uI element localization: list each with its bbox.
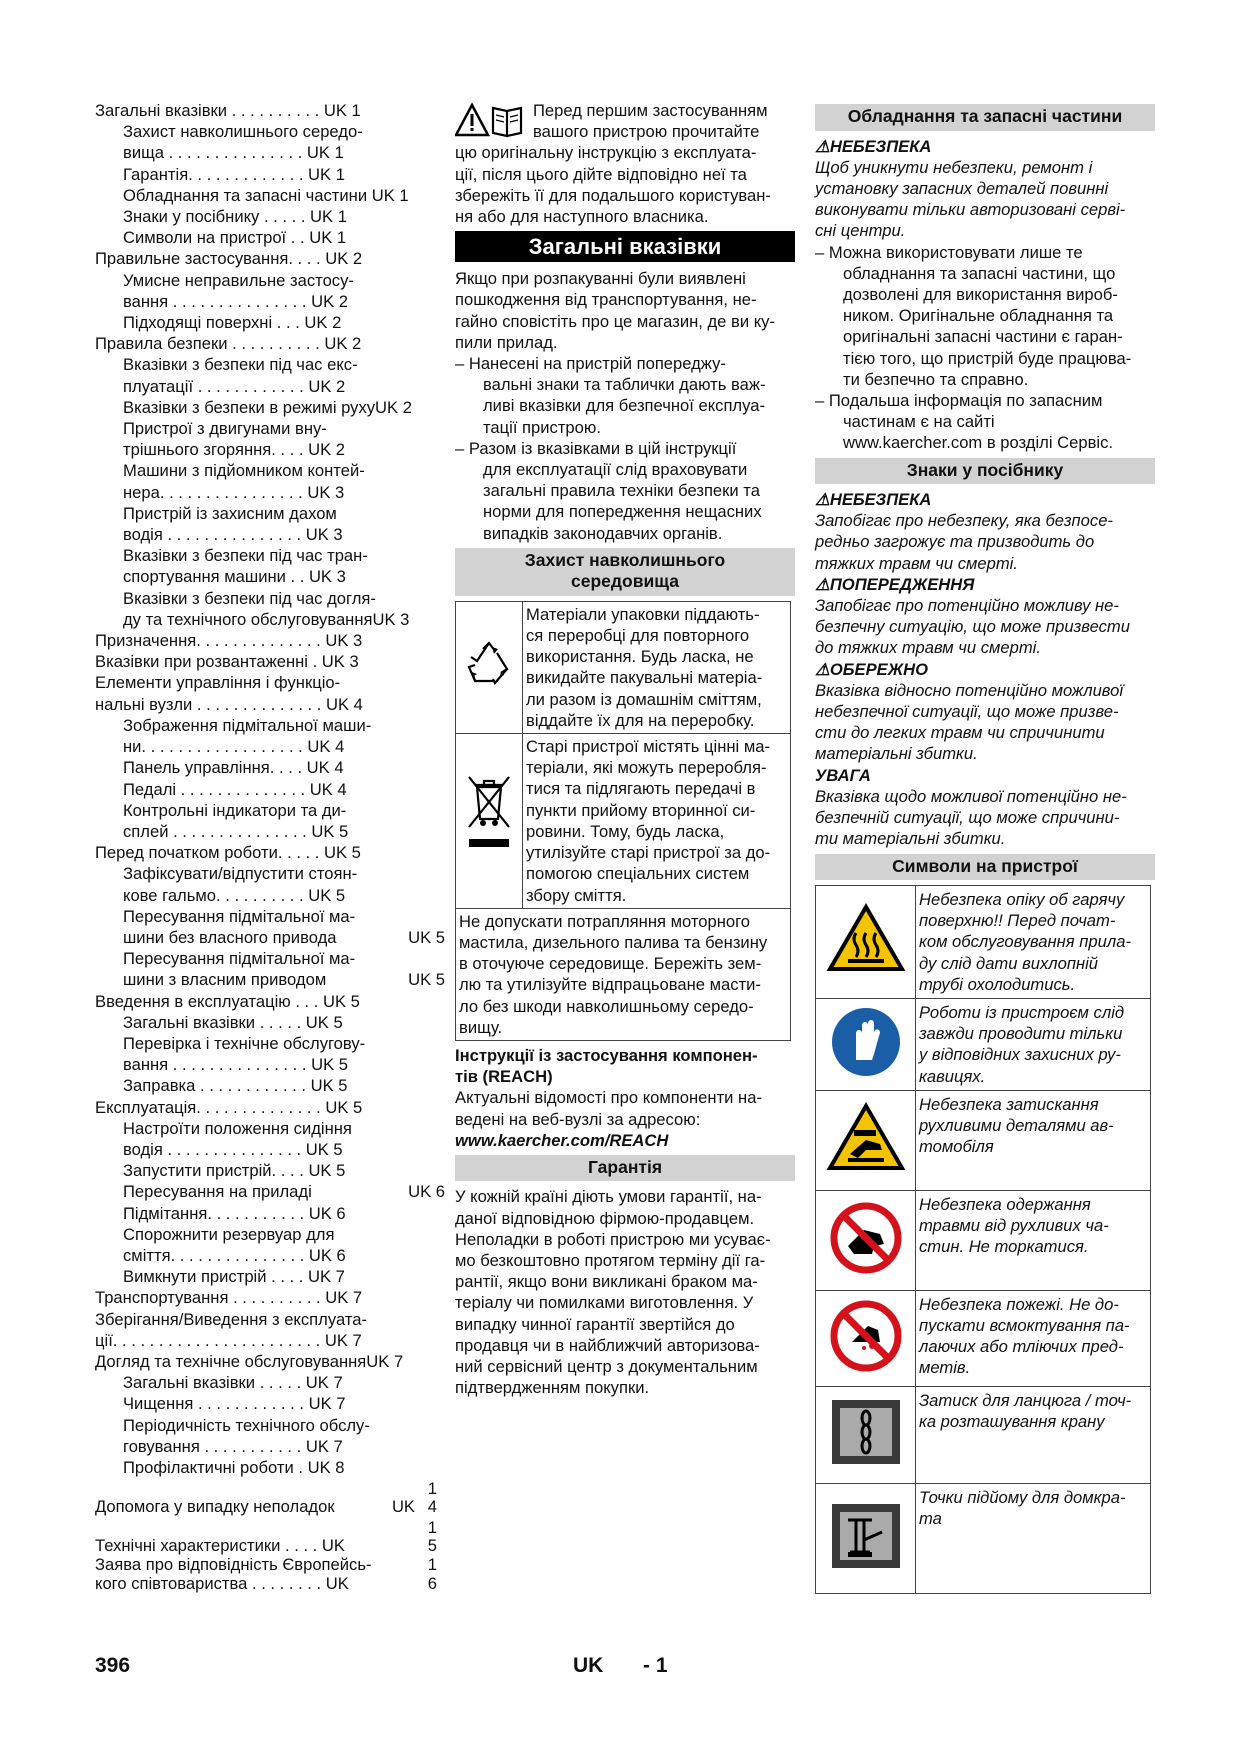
toc-entry[interactable] bbox=[95, 630, 435, 651]
toc-entry[interactable] bbox=[123, 1415, 435, 1457]
text-line: для експлуатації слід враховувати bbox=[483, 460, 748, 480]
section-heading-symbols: Символи на пристрої bbox=[815, 854, 1155, 881]
toc-entry[interactable] bbox=[123, 460, 435, 502]
text-line: пускати всмоктування па- bbox=[919, 1316, 1130, 1336]
text-line: збору сміття. bbox=[526, 885, 627, 905]
text-line: виконувати тільки авторизовані серві- bbox=[815, 200, 1126, 220]
text-line: 1 bbox=[427, 1518, 437, 1538]
toc-tail bbox=[95, 1478, 435, 1598]
reach-paragraph bbox=[455, 1087, 795, 1129]
toc-entry[interactable] bbox=[123, 354, 435, 396]
text-line: Роботи із пристроєм слід bbox=[919, 1003, 1125, 1023]
bullet-item bbox=[815, 242, 1155, 390]
no-touch-icon bbox=[828, 1200, 904, 1276]
toc-entry[interactable] bbox=[123, 757, 435, 778]
text-line: Заява про відповідність Європейсь- bbox=[95, 1555, 372, 1575]
text-line: тися та підлягають передачі в bbox=[526, 779, 756, 799]
text-line: норми для попередження нещасних bbox=[483, 502, 762, 522]
text-line: Загальні вказівки . . . . . . . . . . UK 1 bbox=[95, 101, 361, 120]
text-line: ливі вказівки для безпечної експлуа- bbox=[483, 396, 765, 416]
symbol-row bbox=[816, 1090, 1151, 1190]
reach-heading bbox=[455, 1045, 795, 1087]
text-line: кого співтовариства . . . . . . . . UK bbox=[95, 1574, 349, 1594]
text-line: мо безкоштовно протягом терміну дії га- bbox=[455, 1251, 766, 1271]
text-line: Небезпека одержання bbox=[919, 1194, 1091, 1214]
text-line: тією того, що пристрій буде працюва- bbox=[843, 348, 1132, 368]
toc-entry[interactable] bbox=[123, 1393, 435, 1414]
text-line: Затиск для ланцюга / точ- bbox=[919, 1390, 1132, 1410]
toc-entry[interactable] bbox=[123, 906, 445, 948]
text-line: Якщо при розпакуванні були виявлені bbox=[455, 269, 746, 289]
column-general bbox=[455, 100, 795, 1398]
toc-entry[interactable] bbox=[123, 863, 435, 905]
text-line: Загальні вказівки . . . . . UK 5 bbox=[123, 1012, 343, 1032]
text-line: утилізуйте старі пристрої за до- bbox=[526, 843, 771, 863]
toc-entry[interactable] bbox=[123, 715, 435, 757]
text-line: даної відповідною фірмою-продавцем. bbox=[455, 1208, 755, 1228]
symbol-row bbox=[816, 1386, 1151, 1483]
hot-surface-icon bbox=[826, 903, 906, 975]
text-line: збережіть її для подальшого користуван- bbox=[455, 185, 771, 205]
text-line: пункти прийому вторинної си- bbox=[526, 800, 756, 820]
text-line: установку запасних деталей повинні bbox=[815, 178, 1109, 198]
text-line: Старі пристрої містять цінні ма- bbox=[526, 737, 771, 757]
text-line: ком обслуговування прила- bbox=[919, 932, 1131, 952]
environment-row bbox=[456, 601, 791, 733]
text-line: стин. Не торкатися. bbox=[919, 1237, 1089, 1257]
text-line: Зафіксувати/відпустити стоян- bbox=[123, 864, 358, 884]
text-line: спортування машини . . UK 3 bbox=[123, 567, 346, 587]
text-line: рантії, якщо вони викликані браком ма- bbox=[455, 1272, 758, 1292]
gloves-icon bbox=[828, 1004, 904, 1080]
text-line: Догляд та технічне обслуговуванняUK 7 bbox=[95, 1351, 404, 1371]
text-line: Зображення підмітальної маши- bbox=[123, 715, 372, 735]
text-line: випадку чинної гарантії звертійся до bbox=[455, 1314, 735, 1334]
text-line: Пересування підмітальної ма- bbox=[123, 949, 356, 969]
text-line: кавицях. bbox=[919, 1066, 986, 1086]
text-line: Педалі . . . . . . . . . . . . . . UK 4 bbox=[123, 779, 347, 799]
text-line: Небезпека опіку об гарячу bbox=[919, 890, 1125, 909]
toc-entry[interactable] bbox=[123, 1012, 435, 1033]
text-line: Панель управління. . . . UK 4 bbox=[123, 758, 344, 778]
text-line: Гарантія. . . . . . . . . . . . . UK 1 bbox=[123, 164, 345, 184]
toc-entry[interactable] bbox=[123, 227, 435, 248]
text-line: поверхню!! Перед почат- bbox=[919, 911, 1116, 931]
text-line: шини без власного привода bbox=[123, 927, 337, 947]
text-line: Вимкнути пристрій . . . . UK 7 bbox=[123, 1267, 345, 1287]
text-line: Запобігає про потенційно можливу не- bbox=[815, 596, 1119, 616]
text-line: ти безпечно та справно. bbox=[843, 369, 1029, 389]
text-line: вищу. bbox=[459, 1017, 503, 1037]
toc-entry[interactable] bbox=[95, 333, 435, 354]
text-line: Перевірка і технічне обслугову- bbox=[123, 1033, 366, 1053]
text-line: – Можна використовувати лише те bbox=[815, 242, 1083, 262]
text-line: ником. Оригінальне обладнання та bbox=[843, 306, 1114, 326]
text-line: Пересування на приладі bbox=[123, 1182, 312, 1202]
text-line: гайно сповістіть про це магазин, де ви ку- bbox=[455, 311, 775, 331]
toc-entry[interactable] bbox=[95, 248, 435, 269]
text-line: Вказівки з безпеки під час догля- bbox=[123, 588, 376, 608]
text-line: вашого пристрою прочитайте bbox=[533, 122, 760, 142]
text-line: до тяжких травм чи смерті. bbox=[815, 638, 1041, 658]
toc-entry[interactable] bbox=[123, 1118, 435, 1160]
text-line: сти до легких травм чи спричинити bbox=[815, 723, 1105, 743]
text-line: підтвердженням покупки. bbox=[455, 1378, 650, 1398]
toc-entry[interactable] bbox=[95, 1351, 435, 1372]
text-line: ду слід дати вихлопній bbox=[919, 953, 1099, 973]
environment-row bbox=[456, 734, 791, 909]
text-line: Зберігання/Виведення з експлуата- bbox=[95, 1309, 367, 1329]
toc-entry[interactable] bbox=[123, 418, 435, 460]
text-line: сплей . . . . . . . . . . . . . . . UK 5 bbox=[123, 821, 349, 841]
text-line: 1 bbox=[427, 1555, 437, 1575]
text-line: говування . . . . . . . . . . . UK 7 bbox=[123, 1436, 343, 1456]
text-line: Небезпека затискання bbox=[919, 1094, 1099, 1114]
caution-label: ⚠ОБЕРЕЖНО bbox=[815, 659, 929, 679]
text-line: 5 bbox=[427, 1536, 437, 1556]
recycle-icon bbox=[463, 639, 515, 691]
text-line: Інструкції із застосування компонен- bbox=[455, 1045, 758, 1065]
footer-page-suffix: - 1 bbox=[643, 1654, 668, 1677]
toc-tail-rows bbox=[95, 1478, 435, 1598]
text-line: мастила, дизельного палива та бензину bbox=[459, 932, 768, 952]
symbol-row bbox=[816, 999, 1151, 1091]
text-line: Технічні характеристики . . . . UK bbox=[95, 1536, 345, 1556]
text-line: Символи на пристрої . . UK 1 bbox=[123, 228, 347, 248]
text-line: ся переробці для повторного bbox=[526, 626, 750, 646]
text-line: травми від рухливих ча- bbox=[919, 1216, 1109, 1236]
text-line: у відповідних захисних ру- bbox=[919, 1045, 1121, 1065]
text-line: вання . . . . . . . . . . . . . . . UK 5 bbox=[123, 1055, 348, 1075]
symbol-row bbox=[816, 886, 1151, 999]
text-line: сні центри. bbox=[815, 221, 906, 241]
environment-row bbox=[456, 908, 791, 1040]
text-line: цю оригінальну інструкцію з експлуата- bbox=[455, 143, 757, 163]
toc-entry[interactable] bbox=[123, 1181, 445, 1202]
text-line: теріали, які можуть переробля- bbox=[526, 758, 767, 778]
text-line: – Подальша інформація по запасним bbox=[815, 390, 1103, 410]
device-symbols-table bbox=[815, 885, 1151, 1594]
toc-page: UK 5 bbox=[408, 927, 445, 947]
toc-entry[interactable] bbox=[123, 1075, 435, 1096]
text-line: – Разом із вказівками в цій інструкції bbox=[455, 438, 737, 458]
text-line: водія . . . . . . . . . . . . . . . UK 5 bbox=[123, 1139, 343, 1159]
text-line: Чищення . . . . . . . . . . . . UK 7 bbox=[123, 1394, 346, 1414]
toc-entry[interactable] bbox=[123, 185, 435, 206]
toc-entry[interactable] bbox=[123, 397, 435, 418]
symbol-row bbox=[816, 1290, 1151, 1386]
text-line: віддайте їх для на переробку. bbox=[526, 710, 755, 730]
text-line: Умисне неправильне застосу- bbox=[123, 270, 354, 290]
symbol-row bbox=[816, 1190, 1151, 1290]
text-line: томобіля bbox=[919, 1137, 994, 1157]
crossed-bin-icon bbox=[465, 773, 513, 863]
text-line: Машини з підйомником контей- bbox=[123, 461, 365, 481]
warning-text bbox=[815, 595, 1155, 659]
text-line: UK bbox=[391, 1497, 415, 1517]
page-number: 396 bbox=[95, 1654, 131, 1677]
text-line: нера. . . . . . . . . . . . . . . . UK 3 bbox=[123, 482, 345, 502]
toc-entry[interactable] bbox=[123, 1203, 435, 1224]
text-line: Періодичність технічного обслу- bbox=[123, 1415, 370, 1435]
text-line: ровини. Тому, будь ласка, bbox=[526, 821, 725, 841]
toc-entry[interactable] bbox=[123, 1224, 435, 1266]
text-line: Не допускати потрапляння моторного bbox=[459, 911, 751, 931]
section-heading-warranty: Гарантія bbox=[455, 1155, 795, 1182]
danger-label: ⚠НЕБЕЗПЕКА bbox=[815, 490, 932, 510]
bullet-item bbox=[455, 438, 795, 544]
text-line: ний сервісний центр з документальним bbox=[455, 1357, 758, 1377]
text-line: та bbox=[919, 1509, 942, 1529]
caution-text bbox=[815, 680, 1155, 765]
text-line: ли разом із домашнім сміттям, bbox=[526, 689, 762, 709]
text-line: небезпечної ситуації, що може призве- bbox=[815, 702, 1119, 722]
text-line: продавця чи в найближчий авторизова- bbox=[455, 1335, 760, 1355]
text-line: редньо загрожує та призводить до bbox=[815, 532, 1095, 552]
danger-label: ⚠НЕБЕЗПЕКА bbox=[815, 136, 932, 156]
text-line: ня або для наступного власника. bbox=[455, 207, 709, 227]
text-line: Вказівки при розвантаженні . UK 3 bbox=[95, 652, 359, 672]
text-line: У кожній країні діють умови гарантії, на- bbox=[455, 1187, 762, 1207]
table-of-contents bbox=[95, 100, 445, 1598]
toc-entry[interactable] bbox=[95, 991, 435, 1012]
text-line: Неполадки в роботі пристрою ми усуває- bbox=[455, 1229, 771, 1249]
text-line: Загальні вказівки . . . . . UK 7 bbox=[123, 1373, 343, 1393]
warning-label: ⚠ПОПЕРЕДЖЕННЯ bbox=[815, 574, 975, 594]
text-line: пили прилад. bbox=[455, 332, 558, 352]
hand-crush-icon bbox=[826, 1102, 906, 1174]
text-line: Захист навколишнього середо- bbox=[123, 122, 363, 142]
toc-entry[interactable] bbox=[123, 1372, 435, 1393]
chain-clamp-icon bbox=[828, 1396, 904, 1468]
text-line: Введення в експлуатацію . . . UK 5 bbox=[95, 991, 360, 1011]
text-line: Настроїти положення сидіння bbox=[123, 1118, 352, 1138]
footer-lang: UK bbox=[573, 1654, 604, 1677]
text-line: безпечній ситуації, що може спричини- bbox=[815, 808, 1120, 828]
text-line: Запустити пристрій. . . . UK 5 bbox=[123, 1161, 346, 1181]
text-line: Підходящі поверхні . . . UK 2 bbox=[123, 313, 342, 333]
text-line: 1 bbox=[427, 1479, 437, 1499]
text-line: Перед першим застосуванням bbox=[533, 101, 768, 120]
text-line: нальні вузли . . . . . . . . . . . . . . UK 4 bbox=[95, 694, 363, 714]
danger-text bbox=[815, 510, 1155, 574]
text-line: матеріальні збитки. bbox=[815, 744, 978, 764]
text-line: трішнього згоряння. . . . UK 2 bbox=[123, 440, 346, 460]
toc-entry[interactable] bbox=[123, 1266, 435, 1287]
text-line: плуатації . . . . . . . . . . . . UK 2 bbox=[123, 376, 346, 396]
text-line: Експлуатація. . . . . . . . . . . . . . UK 5 bbox=[95, 1097, 363, 1117]
text-line: 6 bbox=[427, 1574, 437, 1594]
text-line: ло без шкоди навколишньому середо- bbox=[459, 996, 754, 1016]
text-line: сміття. . . . . . . . . . . . . . . UK 6 bbox=[123, 1245, 346, 1265]
text-line: використання. Будь ласка, не bbox=[526, 647, 754, 667]
toc-entry[interactable] bbox=[123, 1160, 435, 1181]
text-line: теріалу чи помилками виготовлення. У bbox=[455, 1293, 754, 1313]
text-line: Щоб уникнути небезпеки, ремонт і bbox=[815, 157, 1093, 177]
toc-entry[interactable] bbox=[95, 1287, 435, 1308]
toc-entry[interactable] bbox=[123, 164, 435, 185]
environment-table bbox=[455, 601, 791, 1041]
text-line: оригінальні запасні частини є гаран- bbox=[843, 327, 1123, 347]
text-line: Контрольні індикатори та ди- bbox=[123, 800, 347, 820]
text-line: пошкодження від транспортування, не- bbox=[455, 290, 757, 310]
jack-point-icon bbox=[828, 1500, 904, 1572]
text-line: Точки підйому для домкра- bbox=[919, 1487, 1126, 1507]
toc-entry[interactable] bbox=[95, 651, 435, 672]
notice-text bbox=[815, 786, 1155, 850]
text-line: ни. . . . . . . . . . . . . . . . . . UK 4 bbox=[123, 737, 345, 757]
toc-entry[interactable] bbox=[123, 545, 435, 587]
text-line: Профілактичні роботи . UK 8 bbox=[123, 1458, 345, 1477]
text-line: Правильне застосування. . . . UK 2 bbox=[95, 249, 363, 269]
toc-entry[interactable] bbox=[123, 270, 435, 312]
text-line: дозволені для використання вироб- bbox=[843, 284, 1118, 304]
toc-entry[interactable] bbox=[123, 503, 435, 545]
text-line: частинам є на сайті bbox=[843, 412, 995, 432]
text-line: лю та утилізуйте відпрацьоване масти- bbox=[459, 975, 761, 995]
toc-entry[interactable] bbox=[123, 800, 435, 842]
equipment-danger-text bbox=[815, 157, 1155, 242]
toc-entry[interactable] bbox=[95, 100, 435, 121]
text-line: Матеріали упаковки піддають- bbox=[526, 604, 760, 624]
text-line: Вказівка щодо можливої потенційно не- bbox=[815, 786, 1127, 806]
text-line: Обладнання та запасні частини UK 1 bbox=[123, 185, 409, 205]
text-line: Підмітання. . . . . . . . . . . UK 6 bbox=[123, 1203, 346, 1223]
text-line: завжди проводити тільки bbox=[919, 1024, 1123, 1044]
warning-book-icon bbox=[455, 102, 525, 142]
text-line: Заправка . . . . . . . . . . . . UK 5 bbox=[123, 1076, 348, 1096]
text-line: ти матеріальні збитки. bbox=[815, 829, 1006, 849]
text-line: в оточуюче середовище. Бережіть зем- bbox=[459, 954, 762, 974]
text-line: Знаки у посібнику . . . . . UK 1 bbox=[123, 207, 347, 227]
text-line: Пристрій із захисним дахом bbox=[123, 503, 337, 523]
toc-entry[interactable] bbox=[95, 1309, 435, 1351]
text-line: вання . . . . . . . . . . . . . . . UK 2 bbox=[123, 291, 348, 311]
toc-entry[interactable] bbox=[123, 121, 435, 163]
text-line: Актуальні відомості про компоненти на- bbox=[455, 1088, 762, 1108]
text-line: Перед початком роботи. . . . . UK 5 bbox=[95, 843, 361, 863]
notice-label: УВАГА bbox=[815, 765, 871, 785]
text-line: ка розташування крану bbox=[919, 1412, 1105, 1432]
text-line: тяжких травм чи смерті. bbox=[815, 553, 1018, 573]
bullet-item bbox=[815, 390, 1155, 454]
text-line: шини з власним приводом bbox=[123, 970, 327, 990]
toc-page: UK 6 bbox=[408, 1182, 445, 1202]
text-line: Правила безпеки . . . . . . . . . . UK 2 bbox=[95, 334, 362, 354]
text-line: ведені на веб-вузлі за адресою: bbox=[455, 1109, 701, 1129]
reach-url-link[interactable]: www.kaercher.com/REACH bbox=[455, 1130, 669, 1150]
toc-entry[interactable] bbox=[123, 1457, 435, 1478]
text-line: ції, після цього дійте відповідно неї та bbox=[455, 164, 747, 184]
text-line: викидайте пакувальні матеріа- bbox=[526, 668, 763, 688]
text-line: рухливими деталями ав- bbox=[919, 1116, 1114, 1136]
toc-entry[interactable] bbox=[123, 779, 435, 800]
toc-entry[interactable] bbox=[95, 1097, 435, 1118]
text-line: кове гальмо. . . . . . . . . . UK 5 bbox=[123, 885, 346, 905]
text-line: Вказівки з безпеки під час екс- bbox=[123, 355, 358, 375]
text-line: Призначення. . . . . . . . . . . . . . UK 3 bbox=[95, 631, 363, 651]
text-line: Вказівки з безпеки під час тран- bbox=[123, 546, 368, 566]
general-paragraph bbox=[455, 268, 795, 353]
text-line: тів (REACH) bbox=[455, 1067, 553, 1087]
text-line: Пересування підмітальної ма- bbox=[123, 906, 356, 926]
text-line: Небезпека пожежі. Не до- bbox=[919, 1294, 1119, 1314]
toc-entry[interactable] bbox=[123, 948, 445, 990]
text-line: – Нанесені на пристрій попереджу- bbox=[455, 354, 726, 374]
toc-entry[interactable] bbox=[123, 588, 435, 630]
text-line: тації пристрою. bbox=[483, 417, 601, 437]
toc-entry[interactable] bbox=[95, 842, 435, 863]
text-line: ції. . . . . . . . . . . . . . . . . . . . . . . UK 7 bbox=[95, 1330, 362, 1350]
text-line: ду та технічного обслуговуванняUK 3 bbox=[123, 609, 410, 629]
bullet-item bbox=[455, 353, 795, 438]
text-line: Допомога у випадку неполадок bbox=[95, 1497, 335, 1517]
text-line: www.kaercher.com в розділі Сервіс. bbox=[843, 433, 1113, 453]
text-line: Спорожнити резервуар для bbox=[123, 1224, 335, 1244]
toc-entry[interactable] bbox=[123, 206, 435, 227]
text-line: безпечну ситуацію, що може призвести bbox=[815, 617, 1130, 637]
section-heading-signs: Знаки у посібнику bbox=[815, 458, 1155, 485]
symbol-row bbox=[816, 1483, 1151, 1593]
no-fire-icon bbox=[828, 1298, 904, 1374]
text-line: Вказівка відносно потенційно можливої bbox=[815, 680, 1124, 700]
text-line: Елементи управління і функціо- bbox=[95, 673, 341, 693]
text-line: Транспортування . . . . . . . . . . UK 7 bbox=[95, 1288, 363, 1308]
text-line: Запобігає про небезпеку, яка безпосе- bbox=[815, 511, 1113, 531]
text-line: загальні правила техніки безпеки та bbox=[483, 481, 760, 501]
text-line: вища . . . . . . . . . . . . . . . UK 1 bbox=[123, 143, 344, 163]
section-heading-environment: Захист навколишнього середовища bbox=[455, 548, 795, 596]
warranty-paragraph bbox=[455, 1186, 795, 1398]
toc-page: UK 5 bbox=[408, 970, 445, 990]
text-line: помогою спеціальних систем bbox=[526, 864, 750, 884]
text-line: метів. bbox=[919, 1358, 971, 1378]
section-heading-equipment: Обладнання та запасні частини bbox=[815, 104, 1155, 131]
column-equipment bbox=[815, 100, 1155, 1594]
text-line: трубі охолодитись. bbox=[919, 974, 1076, 994]
text-line: випадків законодавчих органів. bbox=[483, 523, 723, 543]
section-heading-general: Загальні вказівки bbox=[455, 231, 795, 262]
text-line: вальні знаки та таблички дають важ- bbox=[483, 375, 766, 395]
text-line: лаючих або тліючих пред- bbox=[919, 1337, 1124, 1357]
toc-entry[interactable] bbox=[95, 672, 435, 714]
text-line: 4 bbox=[427, 1497, 437, 1517]
intro-block bbox=[455, 100, 795, 227]
text-line: обладнання та запасні частини, що bbox=[843, 263, 1116, 283]
toc-entry[interactable] bbox=[123, 312, 435, 333]
text-line: Пристрої з двигунами вну- bbox=[123, 419, 327, 439]
toc-entry[interactable] bbox=[123, 1033, 435, 1075]
text-line: водія . . . . . . . . . . . . . . . UK 3 bbox=[123, 525, 343, 545]
text-line: Вказівки з безпеки в режимі рухуUK 2 bbox=[123, 397, 412, 417]
